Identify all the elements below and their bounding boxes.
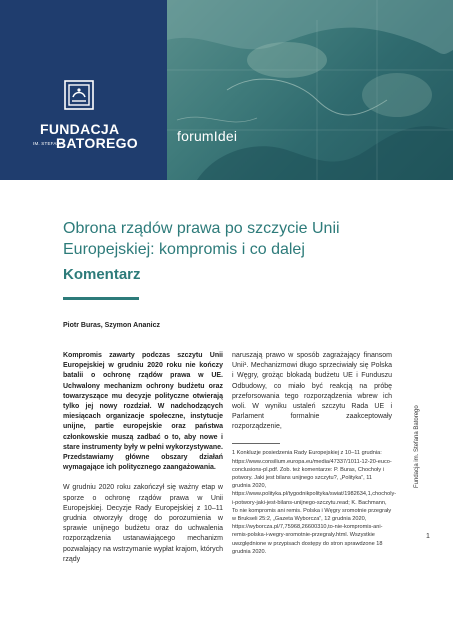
europe-map-image <box>167 0 453 180</box>
logo-panel <box>0 0 167 180</box>
title-divider <box>63 297 139 300</box>
footnote-divider <box>232 443 280 444</box>
body-column-left <box>63 351 223 565</box>
authors: Piotr Buras, Szymon Ananicz <box>63 322 160 329</box>
document-subtitle: Komentarz <box>63 266 141 283</box>
page-number: 1 <box>426 533 430 540</box>
body-paragraph: W grudniu 2020 roku zakończył się ważny etap w sporze o ochronę rządów prawa w Unii Europejskiej. Decyzje Rady Europejskiej z 10–11 grudnia otworzyły drogę do porozumienia w sprawie unijnego budżetu oraz do uchwalenia rozporządzenia ustanawiającego mechanizm pozwalający na wstrzymanie wypłat krajom, których rządy <box>63 484 223 563</box>
lead-paragraph: Kompromis zawarty podczas szczytu Unii Europejskiej w grudniu 2020 roku nie kończy batalii o ochronę rządów prawa w UE. Uchwalony mechanizm ochrony budżetu oraz towarzyszące mu decyzje polityczne otwierają tylko jej nowy rozdział. W nadchodzących miesiącach organizacje społeczne, instytucje unijne, partie europejskie oraz państwa członkowskie muszą zadbać o to, aby nowe i stare instrumenty były w pełni wykorzystywane. Przedstawiamy główne obszary działań wymagające ich politycznego zaangażowania. <box>63 352 223 472</box>
series-label: forumIdei <box>177 128 238 144</box>
logo-text-batorego: BATOREGO <box>56 135 138 151</box>
body-column-right <box>232 351 397 556</box>
foundation-emblem-icon <box>64 80 94 110</box>
body-paragraph-continued: naruszają prawo w sposób zagrażający finansom Unii¹. Mechanizmowi długo sprzeciwiały się Polska i Węgry, grożąc blokadą budżetu UE i Funduszu Odbudowy, co miało być reakcją na próbę przeforsowania tego rozporządzenia wbrew ich woli. W wyniku ustaleń szczytu Rada UE i Parlament formalnie zaakceptowały rozporządzenie, <box>232 352 392 431</box>
document-title: Obrona rządów prawa po szczycie Unii Europejskiej: kompromis i co dalej <box>63 220 340 258</box>
logo-text-small: IM. STEFANA <box>33 141 64 146</box>
side-running-label: Fundacja im. Stefana Batorego <box>414 405 420 488</box>
logo-text-fundacja: FUNDACJA <box>40 121 120 137</box>
header-banner <box>0 0 453 180</box>
footnote: 1 Konkluzje posiedzenia Rady Europejskiej z 10–11 grudnia: https://www.consilium.europa.eu/media/47337/1011-12-20-euco-conclusions-pl.pdf. Zob. też komentarze: P. Buras, Chochoły i potwory. Jaki jest bilans unijnego szczytu?, „Polityka”, 11 grudnia 2020, https://www.polityka.pl/tygodnikpolityka/swiat/1982634,1,chocholy-i-potwory-jaki-jest-bilans-unijnego-szczytu.read; K. Bachmann, To nie kompromis ani remis. Polska i Węgry sromotnie przegrały w Brukseli 25:2, „Gazeta Wyborcza”, 12 grudnia 2020, https://wyborcza.pl/7,75968,26600310,to-nie-kompromis-ani-remis-polska-i-wegry-sromotnie-przegraly.html. Wszystkie uwzględnione w przypisach dostępy do stron sprawdzone 18 grudnia 2020. <box>232 450 397 555</box>
